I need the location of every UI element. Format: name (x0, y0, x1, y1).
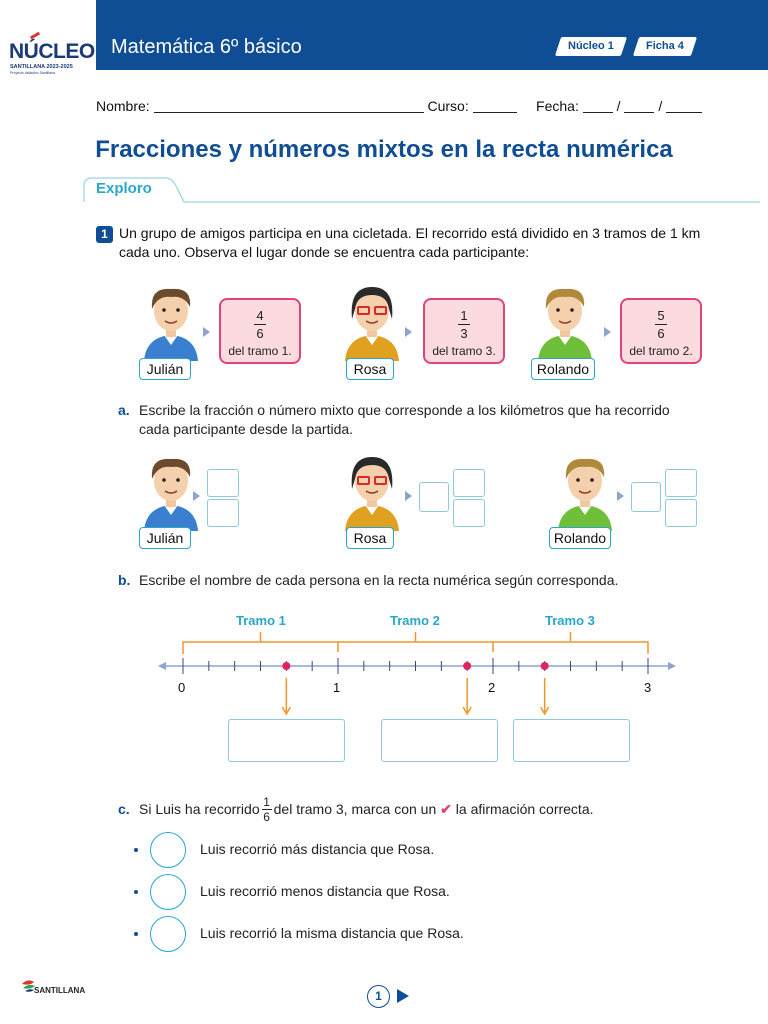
tab-nucleo: Núcleo 1 (555, 37, 627, 56)
fraction-one-sixth (262, 796, 272, 823)
participant-position-box (620, 298, 702, 364)
footer-brand: SANTILLANA (34, 986, 86, 995)
number-line-point (282, 662, 290, 670)
name-answer-box-2[interactable] (381, 719, 498, 762)
part-a-text: Escribe la fracción o número mixto que corresponde a los kilómetros que ha recorrido cada participante desde la partida. (139, 402, 670, 437)
denominator-input[interactable] (665, 499, 697, 527)
number-3: 3 (644, 680, 652, 695)
option-3-checkbox[interactable] (150, 916, 186, 952)
participant-name-tag: Julián (139, 527, 191, 549)
character-illustration (337, 279, 407, 361)
number-1: 1 (333, 680, 341, 695)
fraction-numerator: 1 (263, 794, 270, 809)
fraction-denominator: 6 (256, 326, 264, 341)
option-1-text: Luis recorrió más distancia que Rosa. (200, 841, 435, 857)
next-page-arrow-icon[interactable] (397, 989, 409, 1003)
page-number: 1 (367, 985, 390, 1008)
participant-name-tag: Rolando (549, 527, 611, 549)
curso-label: Curso: (427, 98, 469, 114)
fraction-numerator: 5 (657, 308, 665, 323)
tramo-2-label: Tramo 2 (390, 613, 440, 628)
numerator-input[interactable] (207, 469, 239, 497)
pointer-arrow-icon (405, 491, 412, 501)
fecha-year-field[interactable] (666, 99, 702, 113)
participant-name-tag: Julián (139, 358, 191, 380)
position-fraction (425, 308, 503, 341)
section-header-line (80, 172, 760, 206)
page-title: Fracciones y números mixtos en la recta numérica (95, 136, 673, 163)
part-c-text-after: del tramo 3, marca con un (273, 800, 437, 817)
date-separator: / (616, 98, 621, 114)
bullet-icon (134, 890, 138, 894)
part-c-text (139, 792, 594, 826)
part-b-text: Escribe el nombre de cada persona en la recta numérica según corresponda. (139, 572, 619, 588)
pointer-arrow-icon (617, 491, 624, 501)
position-detail: del tramo 3. (432, 344, 496, 358)
checkmark-icon: ✔ (440, 800, 452, 817)
whole-number-input[interactable] (631, 482, 661, 512)
character-illustration (136, 449, 206, 531)
header-tabs (558, 37, 706, 56)
part-a-letter: a. (118, 402, 130, 418)
header-band (96, 0, 768, 70)
fraction-denominator: 3 (460, 326, 468, 341)
participant-position-box (423, 298, 505, 364)
option-1-checkbox[interactable] (150, 832, 186, 868)
fecha-month-field[interactable] (624, 99, 654, 113)
part-b-letter: b. (118, 572, 131, 588)
fraction-denominator: 6 (263, 809, 270, 824)
part-c-text-before: Si Luis ha recorrido (139, 800, 260, 817)
curso-field[interactable] (473, 99, 517, 113)
part-c-text-end: la afirmación correcta. (455, 800, 594, 817)
position-detail: del tramo 2. (629, 344, 693, 358)
position-detail: del tramo 1. (228, 344, 292, 358)
character-illustration (136, 279, 206, 361)
whole-number-input[interactable] (419, 482, 449, 512)
pointer-arrow-icon (203, 327, 210, 337)
numerator-input[interactable] (453, 469, 485, 497)
nombre-field[interactable] (154, 99, 424, 113)
fraction-numerator: 1 (460, 308, 468, 323)
option-2-text: Luis recorrió menos distancia que Rosa. (200, 883, 450, 899)
logo-text: NÚCLEO (9, 40, 95, 63)
number-line (150, 604, 690, 724)
part-c-letter: c. (118, 801, 130, 817)
logo-accent-icon (30, 32, 40, 40)
number-2: 2 (488, 680, 496, 695)
number-line-point (541, 662, 549, 670)
tab-ficha: Ficha 4 (633, 37, 697, 56)
character-illustration (550, 449, 620, 531)
character-illustration (530, 279, 600, 361)
tramo-1-label: Tramo 1 (236, 613, 286, 628)
character-illustration (337, 449, 407, 531)
bullet-icon (134, 848, 138, 852)
pointer-arrow-icon (193, 491, 200, 501)
fecha-day-field[interactable] (583, 99, 613, 113)
denominator-input[interactable] (453, 499, 485, 527)
nucleo-logo (0, 0, 96, 96)
numerator-input[interactable] (665, 469, 697, 497)
logo-subtext-small: Proyecto didáctico Santillana (10, 71, 55, 75)
participant-name-tag: Rosa (346, 358, 394, 380)
question-text: Un grupo de amigos participa en una cicletada. El recorrido está dividido en 3 tramos de 1 km cada uno. Observa el lugar donde se encuentra cada participante: (119, 225, 701, 260)
name-answer-box-3[interactable] (513, 719, 630, 762)
name-answer-box-1[interactable] (228, 719, 345, 762)
pointer-arrow-icon (604, 327, 611, 337)
fraction-numerator: 4 (256, 308, 264, 323)
fecha-label: Fecha: (536, 98, 579, 114)
number-0: 0 (178, 680, 186, 695)
section-label: Exploro (96, 180, 152, 197)
student-info-line (96, 98, 702, 114)
bullet-icon (134, 932, 138, 936)
fraction-denominator: 6 (657, 326, 665, 341)
position-fraction (622, 308, 700, 341)
number-line-point (463, 662, 471, 670)
participant-name-tag: Rosa (346, 527, 394, 549)
denominator-input[interactable] (207, 499, 239, 527)
logo-subtext: SANTILLANA 2023-2025 (10, 64, 73, 70)
participant-position-box (219, 298, 301, 364)
subject-title: Matemática 6º básico (111, 36, 302, 58)
question-number: 1 (96, 226, 113, 243)
tramo-3-label: Tramo 3 (545, 613, 595, 628)
option-3-text: Luis recorrió la misma distancia que Rosa. (200, 925, 464, 941)
nombre-label: Nombre: (96, 98, 150, 114)
option-2-checkbox[interactable] (150, 874, 186, 910)
position-fraction (221, 308, 299, 341)
date-separator: / (658, 98, 663, 114)
pointer-arrow-icon (405, 327, 412, 337)
participant-name-tag: Rolando (531, 358, 595, 380)
